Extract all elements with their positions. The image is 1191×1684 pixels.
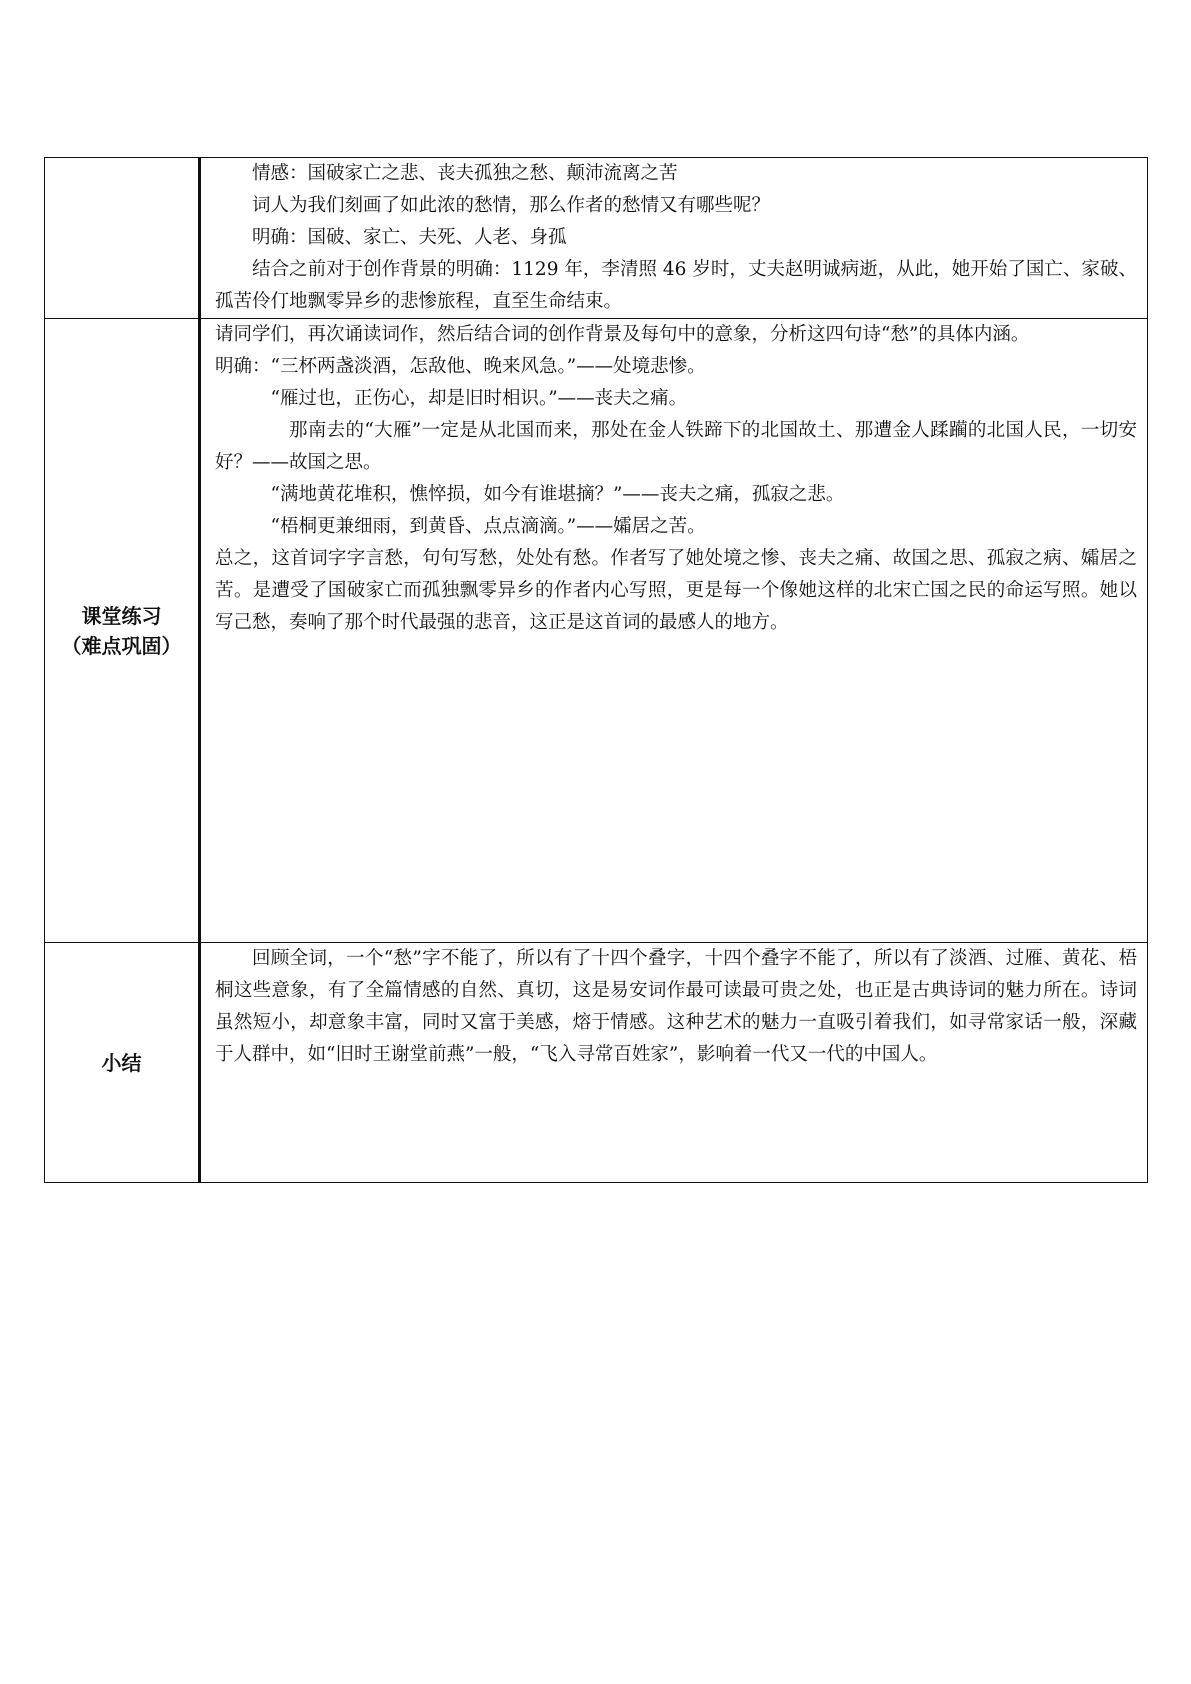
paragraph-conclusion: 总之，这首词字字言愁，句句写愁，处处有愁。作者写了她处境之惨、丧夫之痛、故国之思、孤寂之病、孀居之苦。是遭受了国破家亡而孤独飘零异乡的作者内心写照，更是每一个像她这样的北宋亡国之民的命运写照。她以写己愁，奏响了那个时代最强的悲音，这正是这首词的最感人的地方。 [215, 548, 1137, 633]
paragraph-clarify-3: 那南去的“大雁”一定是从北国而来，那处在金人铁蹄下的北国故土、那遭金人蹂躏的北国人民，一切安好？——故国之思。 [215, 420, 1137, 473]
row-content-exercise [200, 319, 1148, 943]
paragraph-clarify-1: 明确：“三杯两盏淡酒，怎敌他、晚来风急。”——处境悲惨。 [215, 356, 706, 377]
paragraph-clarify-4: “满地黄花堆积，憔悴损，如今有谁堪摘？”——丧夫之痛，孤寂之悲。 [270, 484, 845, 505]
row-label-exercise [45, 319, 200, 943]
table-row-summary [45, 943, 1148, 1183]
paragraph-emotion: 情感：国破家亡之悲、丧夫孤独之愁、颠沛流离之苦 [252, 163, 678, 184]
label-exercise-subtitle: （难点巩固） [61, 633, 182, 658]
row-label-summary: 小结 [45, 943, 200, 1183]
paragraph-question: 词人为我们刻画了如此浓的愁情，那么作者的愁情又有哪些呢？ [252, 195, 771, 216]
paragraph-task: 请同学们，再次诵读词作，然后结合词的创作背景及每句中的意象，分析这四句诗“愁”的具体内涵。 [215, 324, 1030, 345]
paragraph-summary: 回顾全词，一个“愁”字不能了，所以有了十四个叠字，十四个叠字不能了，所以有了淡酒、过雁、黄花、梧桐这些意象，有了全篇情感的自然、真切，这是易安词作最可读最可贵之处，也正是古典诗词的魅力所在。诗词虽然短小，却意象丰富，同时又富于美感，熔于情感。这种艺术的魅力一直吸引着我们，如寻常家话一般，深藏于人群中，如“旧时王谢堂前燕”一般，“飞入寻常百姓家”，影响着一代又一代的中国人。 [215, 948, 1137, 1065]
row-content-emotion [200, 158, 1148, 319]
row-content-summary [200, 943, 1148, 1183]
table-row-exercise [45, 319, 1148, 943]
paragraph-background: 结合之前对于创作背景的明确：1129 年，李清照 46 岁时，丈夫赵明诚病逝，从此，她开始了国亡、家破、孤苦伶仃地飘零异乡的悲惨旅程，直至生命结束。 [215, 259, 1137, 312]
paragraph-answer: 明确：国破、家亡、夫死、人老、身孤 [252, 227, 567, 248]
table-row-emotion [45, 158, 1148, 319]
label-exercise-title: 课堂练习 [81, 603, 162, 628]
paragraph-clarify-2: “雁过也，正伤心，却是旧时相识。”——丧夫之痛。 [270, 388, 688, 409]
paragraph-clarify-5: “梧桐更兼细雨，到黄昏、点点滴滴。”——孀居之苦。 [270, 516, 706, 537]
lesson-plan-table [44, 157, 1148, 1183]
row-label-empty [45, 158, 200, 319]
